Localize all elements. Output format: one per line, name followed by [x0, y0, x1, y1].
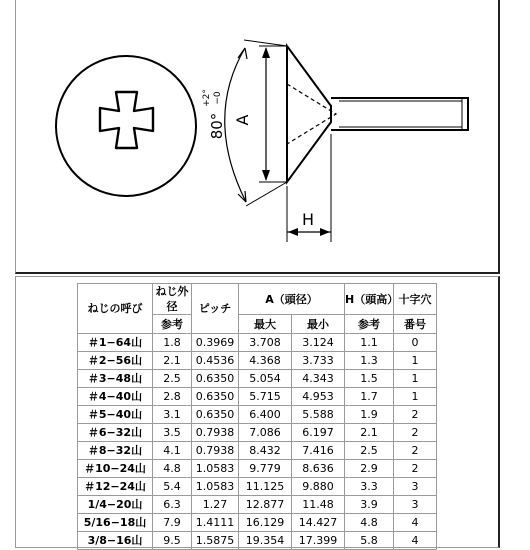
cell-cross-no: 2	[394, 406, 437, 424]
cell-name: ＃4−40山	[78, 388, 153, 406]
header-cross: 十字穴	[394, 284, 437, 315]
header-name: ねじの呼び	[78, 284, 153, 334]
screw-drawing	[16, 0, 498, 272]
cell-cross-no: 2	[394, 442, 437, 460]
screw-spec-table	[77, 283, 437, 550]
cell-a-min: 4.953	[292, 388, 345, 406]
table-row	[78, 406, 437, 424]
cell-pitch: 1.4111	[192, 514, 239, 532]
cell-h: 1.7	[345, 388, 394, 406]
cell-outer-dia: 3.5	[153, 424, 192, 442]
cell-name: ＃8−32山	[78, 442, 153, 460]
h-arrow-left	[288, 228, 298, 236]
cell-outer-dia: 4.8	[153, 460, 192, 478]
table-row	[78, 388, 437, 406]
cell-h: 4.8	[345, 514, 394, 532]
cell-h: 1.5	[345, 370, 394, 388]
a-label: A	[233, 114, 252, 126]
cell-name: ＃6−32山	[78, 424, 153, 442]
cell-h: 1.9	[345, 406, 394, 424]
cell-outer-dia: 6.3	[153, 496, 192, 514]
cell-a-min: 4.343	[292, 370, 345, 388]
cell-name: ＃2−56山	[78, 352, 153, 370]
cell-a-max: 9.779	[239, 460, 292, 478]
cell-outer-dia: 2.5	[153, 370, 192, 388]
cell-name: ＃12−24山	[78, 478, 153, 496]
cell-a-max: 7.086	[239, 424, 292, 442]
cell-a-min: 11.48	[292, 496, 345, 514]
cell-outer-dia: 1.8	[153, 334, 192, 352]
cell-h: 2.1	[345, 424, 394, 442]
header-pitch: ピッチ	[192, 284, 239, 334]
cell-name: ＃10−24山	[78, 460, 153, 478]
cell-outer-dia: 3.1	[153, 406, 192, 424]
table-row	[78, 442, 437, 460]
cell-pitch: 1.27	[192, 496, 239, 514]
cell-a-max: 3.708	[239, 334, 292, 352]
cell-name: ＃1−64山	[78, 334, 153, 352]
a-arrow-bottom	[262, 170, 270, 181]
cell-cross-no: 2	[394, 460, 437, 478]
header-h: H（頭高）	[345, 284, 394, 315]
cell-a-min: 7.416	[292, 442, 345, 460]
cell-h: 1.1	[345, 334, 394, 352]
cell-a-max: 5.054	[239, 370, 292, 388]
cell-a-max: 16.129	[239, 514, 292, 532]
cell-a-min: 6.197	[292, 424, 345, 442]
header-outer-dia: ねじ外径	[153, 284, 192, 315]
cell-cross-no: 4	[394, 514, 437, 532]
cell-a-max: 12.877	[239, 496, 292, 514]
cell-pitch: 0.4536	[192, 352, 239, 370]
angle-tolerance-minus: −0	[213, 91, 223, 105]
cell-a-min: 9.880	[292, 478, 345, 496]
cell-cross-no: 3	[394, 478, 437, 496]
cell-a-max: 4.368	[239, 352, 292, 370]
cell-a-max: 5.715	[239, 388, 292, 406]
cell-a-min: 14.427	[292, 514, 345, 532]
screw-shank	[331, 98, 468, 130]
screw-head-profile	[287, 46, 331, 182]
cell-pitch: 1.5875	[192, 532, 239, 550]
header-a-max: 最大	[239, 315, 292, 334]
header-cross-no: 番号	[394, 315, 437, 334]
cell-a-max: 8.432	[239, 442, 292, 460]
table-row	[78, 334, 437, 352]
technical-drawing-panel	[15, 0, 500, 274]
cell-a-min: 3.124	[292, 334, 345, 352]
cell-cross-no: 4	[394, 532, 437, 550]
cell-a-min: 3.733	[292, 352, 345, 370]
cell-name: 3/8−16山	[78, 532, 153, 550]
table-row	[78, 496, 437, 514]
cell-h: 3.3	[345, 478, 394, 496]
cell-cross-no: 3	[394, 496, 437, 514]
table-row	[78, 352, 437, 370]
cell-name: 1/4−20山	[78, 496, 153, 514]
cell-a-max: 6.400	[239, 406, 292, 424]
h-label: H	[301, 210, 315, 229]
cell-cross-no: 1	[394, 352, 437, 370]
table-row	[78, 370, 437, 388]
cell-pitch: 1.0583	[192, 478, 239, 496]
cell-name: ＃3−48山	[78, 370, 153, 388]
cell-pitch: 0.6350	[192, 388, 239, 406]
cell-name: ＃5−40山	[78, 406, 153, 424]
cell-outer-dia: 7.9	[153, 514, 192, 532]
table-row	[78, 514, 437, 532]
header-a-min: 最小	[292, 315, 345, 334]
table-row	[78, 532, 437, 550]
cell-pitch: 0.7938	[192, 442, 239, 460]
cell-outer-dia: 5.4	[153, 478, 192, 496]
table-row	[78, 460, 437, 478]
header-h-note: 参考	[345, 315, 394, 334]
cell-outer-dia: 4.1	[153, 442, 192, 460]
cell-cross-no: 2	[394, 424, 437, 442]
cell-pitch: 0.6350	[192, 370, 239, 388]
cell-outer-dia: 2.8	[153, 388, 192, 406]
phillips-cross-icon	[100, 92, 153, 148]
angle-tolerance-plus: +2°	[202, 89, 212, 107]
cell-pitch: 0.6350	[192, 406, 239, 424]
cell-pitch: 0.3969	[192, 334, 239, 352]
header-outer-dia-note: 参考	[153, 315, 192, 334]
cell-cross-no: 1	[394, 370, 437, 388]
angle-extension-top	[244, 40, 287, 46]
table-row	[78, 478, 437, 496]
cell-h: 5.8	[345, 532, 394, 550]
cell-a-min: 17.399	[292, 532, 345, 550]
header-a: A（頭径）	[239, 284, 345, 315]
cell-pitch: 0.7938	[192, 424, 239, 442]
table-header-row	[78, 284, 437, 315]
angle-extension-bottom	[246, 182, 287, 206]
a-arrow-top	[262, 47, 270, 58]
angle-label: 80°	[208, 112, 226, 140]
cell-outer-dia: 9.5	[153, 532, 192, 550]
h-arrow-right	[320, 228, 330, 236]
cell-a-min: 8.636	[292, 460, 345, 478]
cell-h: 2.5	[345, 442, 394, 460]
cell-h: 2.9	[345, 460, 394, 478]
cell-pitch: 1.0583	[192, 460, 239, 478]
cell-cross-no: 0	[394, 334, 437, 352]
cell-h: 3.9	[345, 496, 394, 514]
cell-a-min: 5.588	[292, 406, 345, 424]
cell-a-max: 11.125	[239, 478, 292, 496]
cell-h: 1.3	[345, 352, 394, 370]
table-row	[78, 424, 437, 442]
spec-table-panel	[15, 276, 500, 548]
cell-outer-dia: 2.1	[153, 352, 192, 370]
cell-cross-no: 1	[394, 388, 437, 406]
cell-a-max: 19.354	[239, 532, 292, 550]
cell-name: 5/16−18山	[78, 514, 153, 532]
